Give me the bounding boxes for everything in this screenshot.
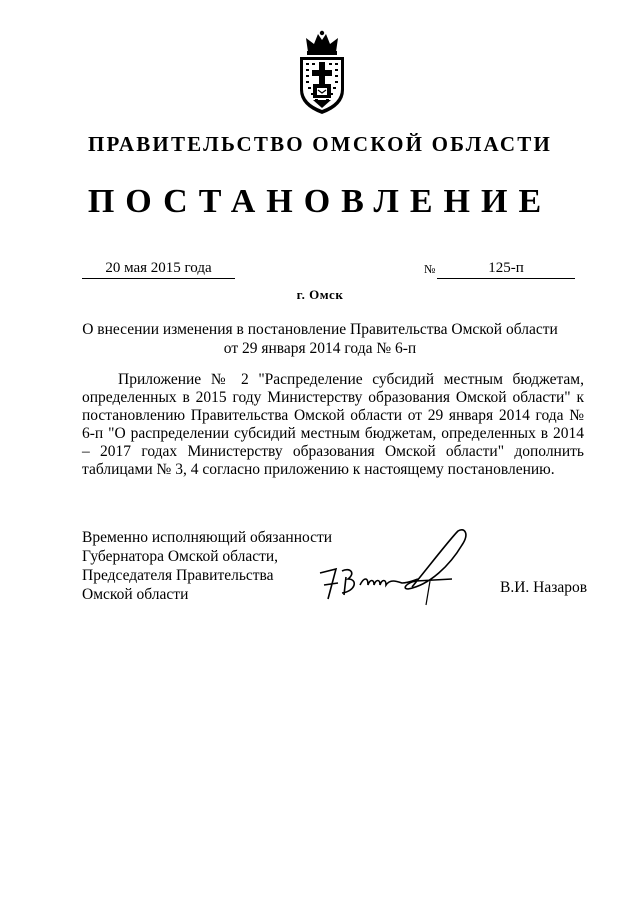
signer-position-line: Губернатора Омской области, <box>82 548 279 565</box>
organization-title: ПРАВИТЕЛЬСТВО ОМСКОЙ ОБЛАСТИ <box>87 132 552 156</box>
coat-of-arms-icon <box>292 30 352 116</box>
document-type-heading: ПОСТАНОВЛЕНИЕ <box>87 183 553 220</box>
body-paragraph <box>82 371 584 479</box>
signer-position-line: Председателя Правительства <box>82 567 274 584</box>
subject-line-1: О внесении изменения в постановление Правительства Омской области <box>82 321 558 338</box>
subject-line-2: от 29 января 2014 года № 6-п <box>223 340 417 357</box>
signer-position-line: Омской области <box>82 586 189 603</box>
city-label: г. Омск <box>296 287 344 302</box>
signer-name: В.И. Назаров <box>500 579 588 596</box>
document-date: 20 мая 2015 года <box>82 260 235 279</box>
document-subject <box>0 320 640 358</box>
number-label: № <box>424 262 436 276</box>
handwritten-signature-icon <box>312 525 472 610</box>
body-paragraph-text: Приложение № 2 "Распределение субсидий местным бюджетам, определенных в 2015 году Министерству образования Омской области" к постановлению Правительства Омской области от 29 января 2014 года № 6-п "О распределении субсидий местным бюджетам, определенных в 2014 – 2017 годах Министерству образования Омской области" дополнить таблицами № 3, 4 согласно приложению к настоящему постановлению. <box>82 371 584 478</box>
signer-position-line: Временно исполняющий обязанности <box>82 529 333 546</box>
document-number: 125-п <box>437 260 575 279</box>
signer-position <box>82 528 332 604</box>
